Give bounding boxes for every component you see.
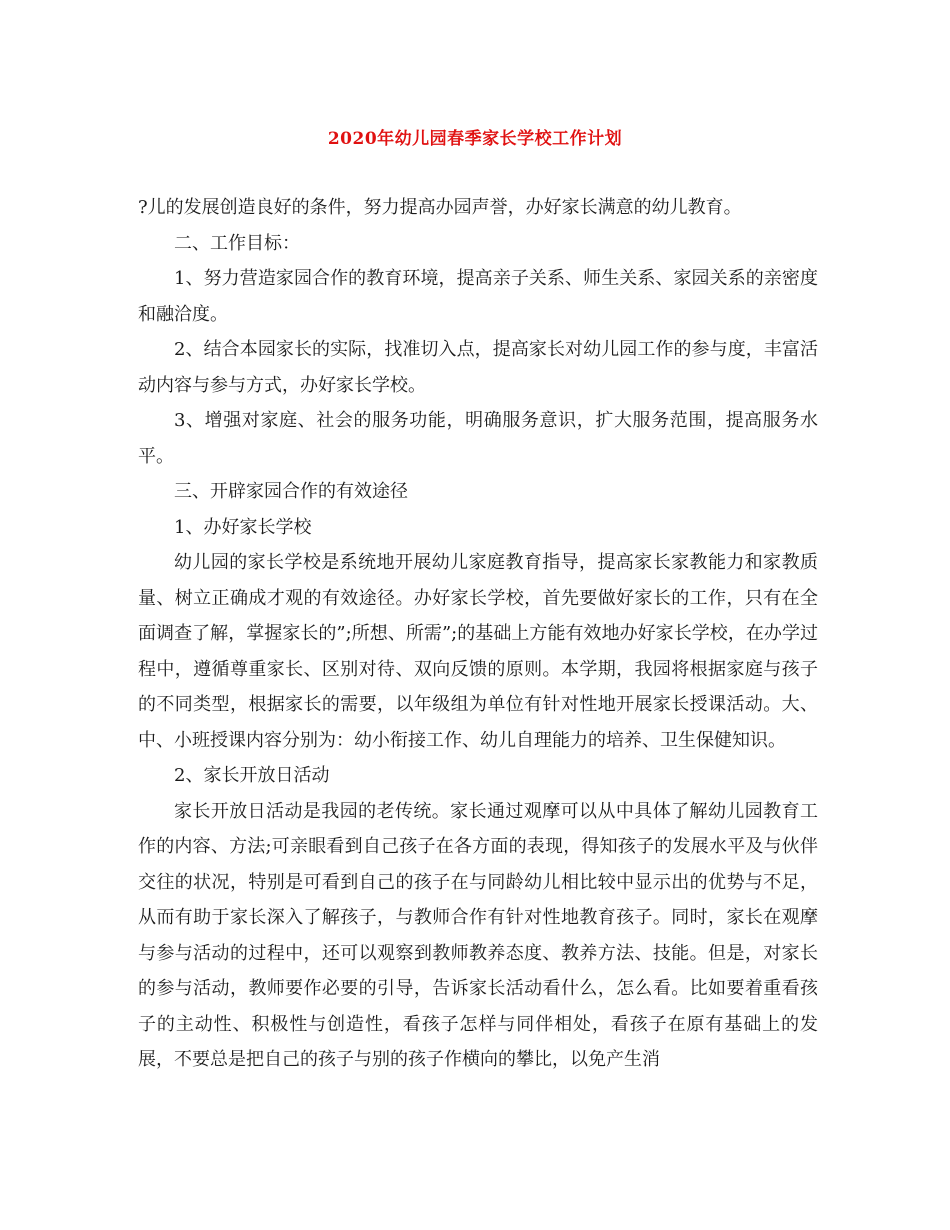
paragraph: 3、增强对家庭、社会的服务功能，明确服务意识，扩大服务范围，提高服务水平。 [138, 410, 818, 467]
section-heading-approaches: 三、开辟家园合作的有效途径 [174, 481, 408, 502]
section-heading-goals: 二、工作目标： [174, 232, 300, 254]
subheading-open-day: 2、家长开放日活动 [174, 765, 330, 786]
paragraph: 2、结合本园家长的实际，找准切入点，提高家长对幼儿园工作的参与度，丰富活动内容与参与方式，办好家长学校。 [138, 339, 818, 396]
paragraph: 家长开放日活动是我园的老传统。家长通过观摩可以从中具体了解幼儿园教育工作的内容、方法;可亲眼看到自己孩子在各方面的表现，得知孩子的发展水平及与伙伴交往的状况，特别是可看到自己的孩子在与同龄幼儿相比较中显示出的优势与不足，从而有助于家长深入了解孩子，与教师合作有针对性地教育孩子。同时，家长在观摩与参与活动的过程中，还可以观察到教师教养态度、教养方法、技能。但是，对家长的参与活动，教师要作必要的引导，告诉家长活动看什么，怎么看。比如要着重看孩子的主动性、积极性与创造性，看孩子怎样与同伴相处，看孩子在原有基础上的发展，不要总是把自己的孩子与别的孩子作横向的攀比，以免产生消 [138, 800, 818, 1070]
paragraph: 1、努力营造家园合作的教育环境，提高亲子关系、师生关系、家园关系的亲密度和融洽度。 [138, 268, 818, 325]
document-body [138, 190, 818, 1078]
subheading-parent-school: 1、办好家长学校 [174, 516, 312, 538]
paragraph: ?儿的发展创造良好的条件，努力提高办园声誉，办好家长满意的幼儿教育。 [138, 197, 742, 218]
document-title: 2020年幼儿园春季家长学校工作计划 [327, 129, 623, 149]
paragraph: 幼儿园的家长学校是系统地开展幼儿家庭教育指导，提高家长家教能力和家教质量、树立正确成才观的有效途径。办好家长学校，首先要做好家长的工作，只有在全面调查了解，掌握家长的”;所想、所需”;的基础上方能有效地办好家长学校，在办学过程中，遵循尊重家长、区别对待、双向反馈的原则。本学期，我园将根据家庭与孩子的不同类型，根据家长的需要，以年级组为单位有针对性地开展家长授课活动。大、中、小班授课内容分别为：幼小衔接工作、幼儿自理能力的培养、卫生保健知识。 [138, 552, 818, 751]
